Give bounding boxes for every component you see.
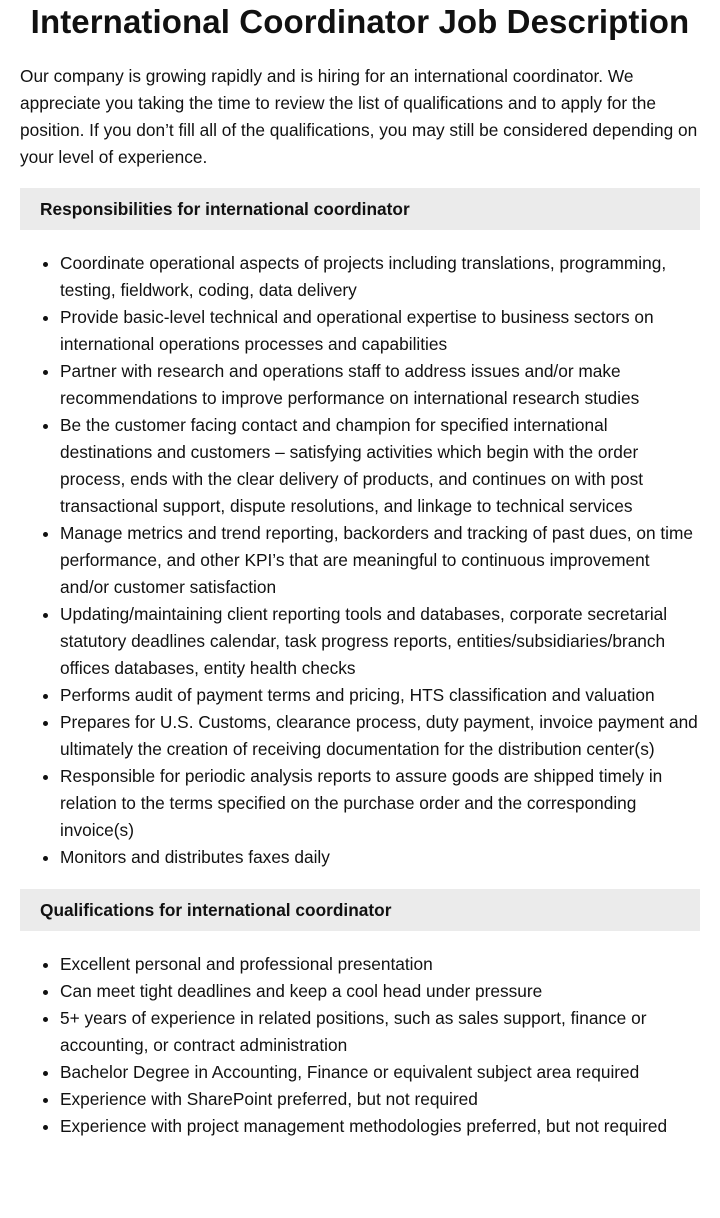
list-item: • Experience with project management methodologies preferred, but not required [60,1113,700,1140]
qualifications-list [20,951,700,1140]
qualifications-heading: Qualifications for international coordinator [40,899,392,920]
intro-paragraph: Our company is growing rapidly and is hiring for an international coordinator. We appreciate you taking the time to review the list of qualifications and to apply for the position. If you don’t fill all of the qualifications, you may still be considered depending on your level of experience. [20,66,698,167]
list-item: • Coordinate operational aspects of projects including translations, programming, testing, fieldwork, coding, data delivery [60,250,700,304]
page-title: International Coordinator Job Description [30,3,690,40]
list-item: • Monitors and distributes faxes daily [60,844,700,871]
list-item: • Excellent personal and professional presentation [60,951,700,978]
list-item: • Provide basic-level technical and operational expertise to business sectors on international operations processes and capabilities [60,304,700,358]
list-item: • Bachelor Degree in Accounting, Finance or equivalent subject area required [60,1059,700,1086]
list-item: • Manage metrics and trend reporting, backorders and tracking of past dues, on time performance, and other KPI’s that are meaningful to continuous improvement and/or customer satisfaction [60,520,700,601]
list-item: • Be the customer facing contact and champion for specified international destinations and customers – satisfying activities which begin with the order process, ends with the clear delivery of products, and continues on with post transactional support, dispute resolutions, and linkage to technical services [60,412,700,520]
qualifications-header [20,889,700,931]
list-item: • Updating/maintaining client reporting tools and databases, corporate secretarial statutory deadlines calendar, task progress reports, entities/subsidiaries/branch offices databases, entity health checks [60,601,700,682]
list-item: • Can meet tight deadlines and keep a cool head under pressure [60,978,700,1005]
responsibilities-list [20,250,700,871]
list-item: • Prepares for U.S. Customs, clearance process, duty payment, invoice payment and ultimately the creation of receiving documentation for the distribution center(s) [60,709,700,763]
responsibilities-heading: Responsibilities for international coordinator [40,198,410,219]
list-item: • 5+ years of experience in related positions, such as sales support, finance or accounting, or contract administration [60,1005,700,1059]
list-item: • Partner with research and operations staff to address issues and/or make recommendations to improve performance on international research studies [60,358,700,412]
list-item: • Responsible for periodic analysis reports to assure goods are shipped timely in relation to the terms specified on the purchase order and the corresponding invoice(s) [60,763,700,844]
list-item: • Performs audit of payment terms and pricing, HTS classification and valuation [60,682,700,709]
responsibilities-header [20,188,700,230]
list-item: • Experience with SharePoint preferred, but not required [60,1086,700,1113]
